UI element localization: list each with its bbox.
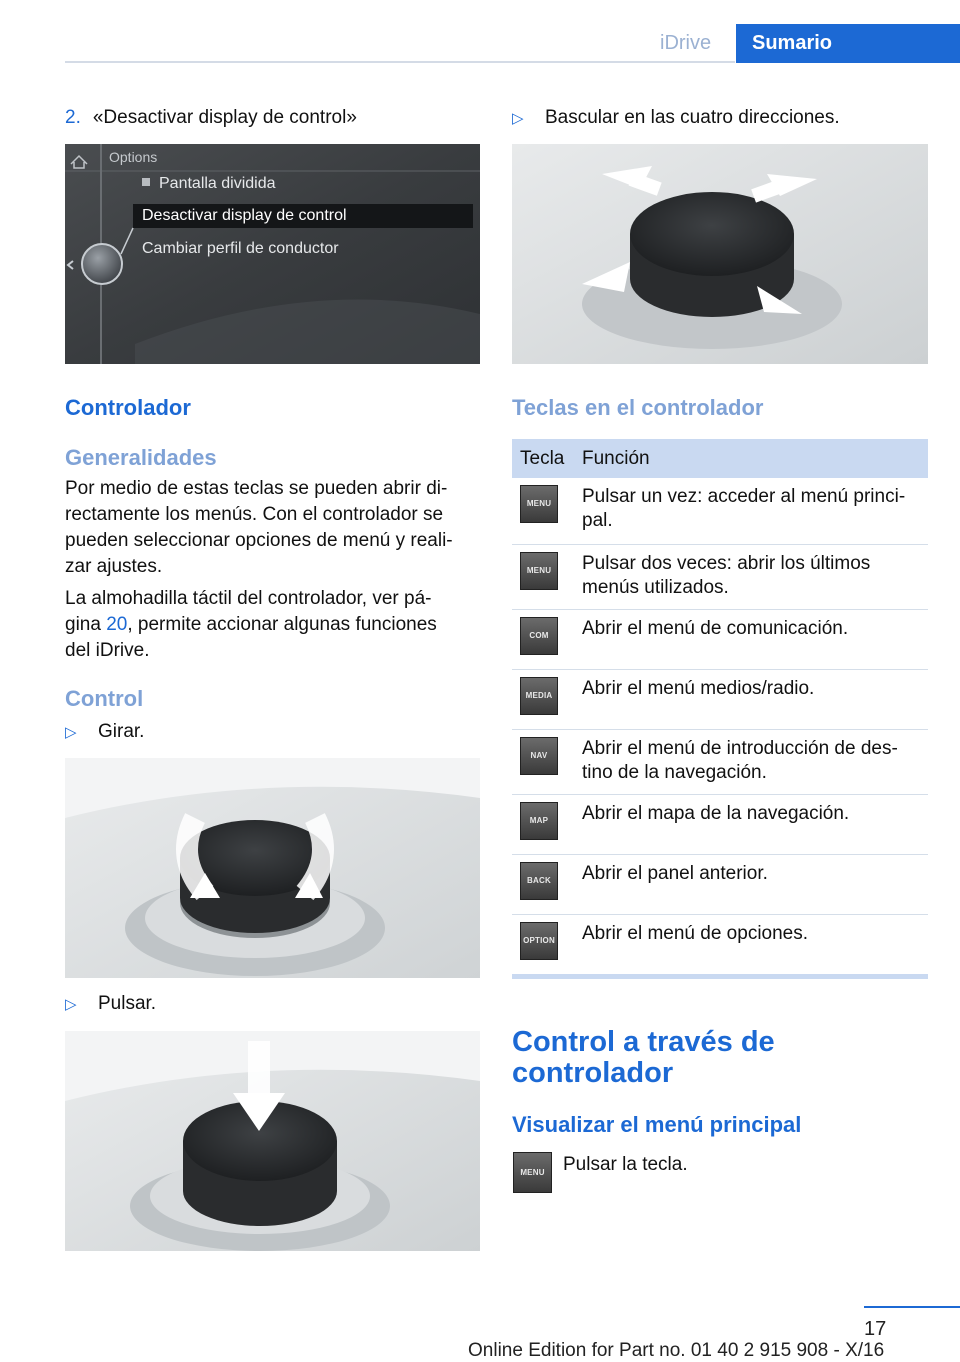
nav-key-icon: NAV <box>520 737 558 775</box>
com-key-icon: COM <box>520 617 558 655</box>
col-header-funcion: Función <box>574 439 928 478</box>
rotate-figure <box>65 758 480 978</box>
tilt-illustration <box>512 144 928 364</box>
screen-item-2-selected[interactable]: Desactivar display de control <box>142 207 347 224</box>
bullet-pulsar: ▷ Pulsar. <box>65 992 156 1017</box>
keys-table-header <box>512 439 928 478</box>
press-key-text: Pulsar la tecla. <box>563 1154 688 1175</box>
table-row: OPTION Abrir el menú de opciones. <box>512 914 928 974</box>
page-link-20[interactable]: 20 <box>106 614 128 635</box>
step-2 <box>65 106 357 130</box>
screen-title: Options <box>109 149 158 165</box>
bullet-triangle-icon: ▷ <box>512 110 524 127</box>
menu-key-icon: MENU <box>513 1152 552 1193</box>
heading-teclas: Teclas en el controlador <box>512 395 764 420</box>
header-rule <box>65 61 735 63</box>
table-row: COM Abrir el menú de comunicación. <box>512 609 928 669</box>
table-row: NAV Abrir el menú de introducción de des- tino de la navegación. <box>512 729 928 794</box>
media-key-icon: MEDIA <box>520 677 558 715</box>
bullet-bascular: ▷ Bascular en las cuatro direcciones. <box>512 106 840 131</box>
screen-item-3[interactable]: Cambiar perfil de conductor <box>142 240 339 257</box>
paragraph-touchpad: La almohadilla táctil del controlador, ver pá- gina 20, permite accionar algunas funciones del iDrive. <box>65 588 437 661</box>
col-header-tecla: Tecla <box>512 439 574 478</box>
press-illustration <box>65 1031 480 1251</box>
subheading-generalidades: Generalidades <box>65 445 217 470</box>
step-number: 2. <box>65 107 81 128</box>
menu-key-icon: MENU <box>520 552 558 590</box>
subheading-control: Control <box>65 686 144 711</box>
menu-key-icon: MENU <box>520 485 558 523</box>
screen-item-1[interactable]: Pantalla dividida <box>159 175 276 192</box>
table-row: MENU Pulsar dos veces: abrir los últimos menús utilizados. <box>512 544 928 609</box>
bullet-girar: ▷ Girar. <box>65 720 144 745</box>
page-number: 17 <box>864 1318 887 1340</box>
options-screen-figure <box>65 144 480 364</box>
rotate-illustration <box>65 758 480 978</box>
bullet-triangle-icon: ▷ <box>65 724 77 741</box>
keys-table <box>512 439 928 974</box>
table-row: MEDIA Abrir el menú medios/radio. <box>512 669 928 729</box>
map-key-icon: MAP <box>520 802 558 840</box>
table-row: BACK Abrir el panel anterior. <box>512 854 928 914</box>
press-figure <box>65 1031 480 1251</box>
header-tab-sumario[interactable]: Sumario <box>736 24 960 63</box>
footer-rule <box>864 1306 960 1308</box>
table-row: MENU Pulsar un vez: acceder al menú princi- pal. <box>512 478 928 544</box>
tilt-figure <box>512 144 928 364</box>
step-text: «Desactivar display de control» <box>92 107 357 128</box>
back-key-icon: BACK <box>520 862 558 900</box>
subheading-menu-principal: Visualizar el menú principal <box>512 1112 802 1137</box>
heading-controlador: Controlador <box>65 395 191 420</box>
bullet-triangle-icon: ▷ <box>65 996 77 1013</box>
paragraph-generalidades: Por medio de estas teclas se pueden abrir di- rectamente los menús. Con el controlador se pueden seleccionar opciones de menú y reali- zar ajustes. <box>65 478 453 577</box>
footer-edition: Online Edition for Part no. 01 40 2 915 908 - X/16 <box>468 1340 885 1361</box>
header-section: iDrive <box>660 32 712 54</box>
table-row: MAP Abrir el mapa de la navegación. <box>512 794 928 854</box>
table-bottom-rule <box>512 974 928 979</box>
option-key-icon: OPTION <box>520 922 558 960</box>
heading-control-controlador: Control a través de controlador <box>512 1026 775 1089</box>
